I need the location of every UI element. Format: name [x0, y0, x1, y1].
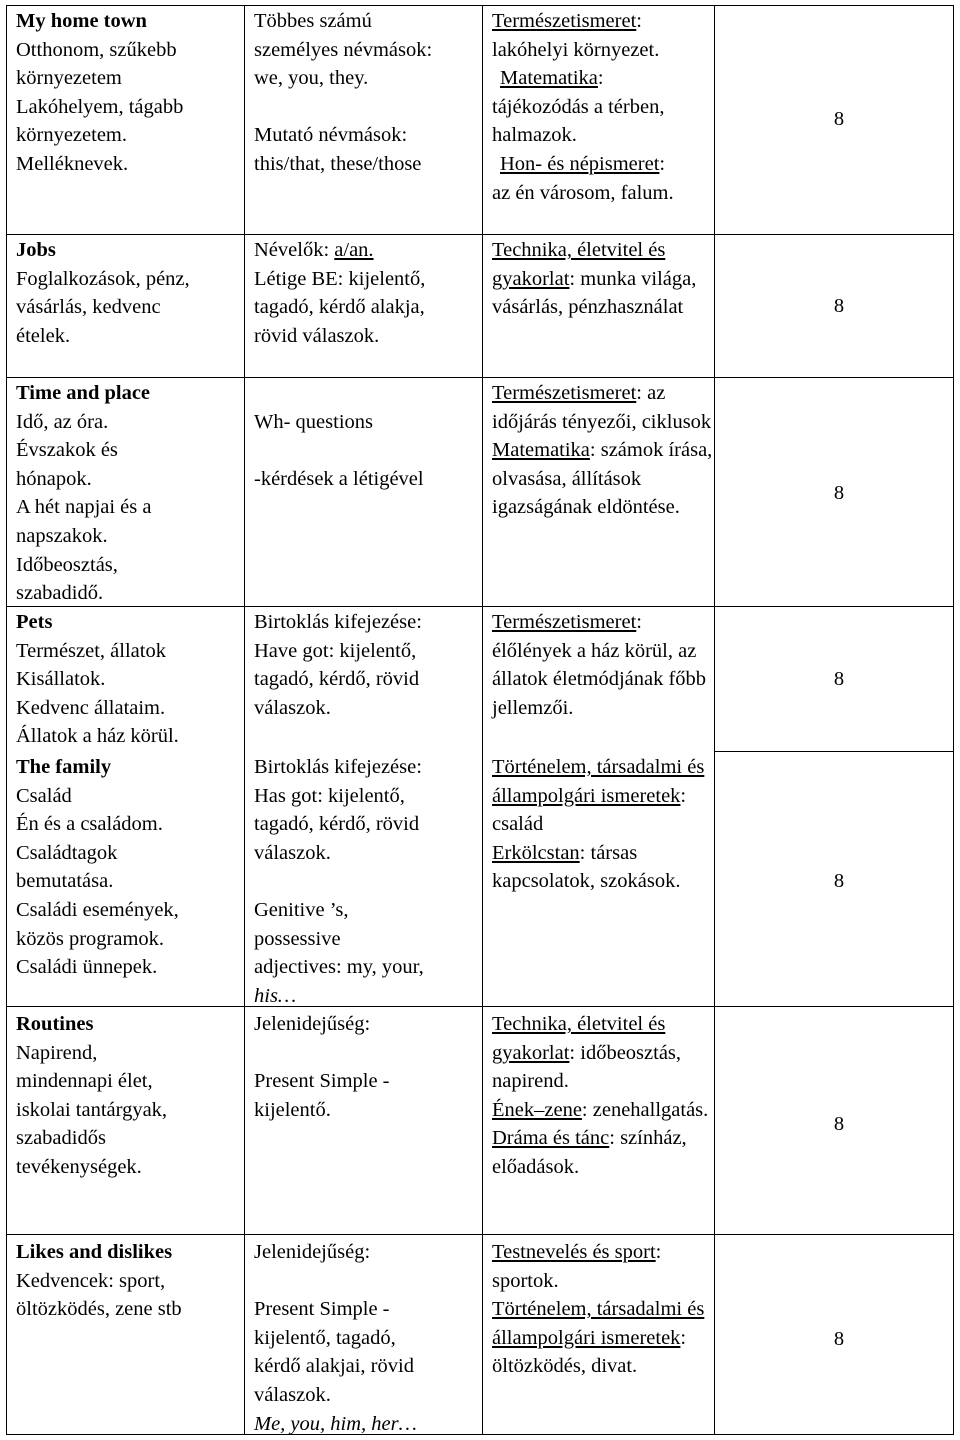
grammar-line: -kérdések a létigével: [254, 468, 424, 491]
topic-line: Idő, az óra.: [16, 410, 109, 433]
topic-title: Time and place: [16, 382, 151, 404]
topic-line: Kedvencek: sport,: [16, 1269, 166, 1292]
column-divider: [482, 5, 483, 1435]
topic-cell: [16, 236, 240, 350]
topic-line: Kedvenc állataim.: [16, 696, 166, 719]
articles-value: a/an.: [334, 239, 374, 261]
link-text: időbeosztás, napirend.: [492, 1041, 682, 1093]
subject-link: Matematika: [500, 67, 598, 90]
subject-link: Történelem, társadalmi és állampolgári ismeretek: [492, 1298, 705, 1349]
topic-line: hónapok.: [16, 467, 92, 490]
link-text: család: [492, 813, 544, 836]
subject-link: Természetismeret: [492, 382, 637, 404]
grammar-line: Jelenidejűség:: [254, 1013, 371, 1035]
grammar-cell: [254, 236, 480, 350]
topic-line: szabadidő.: [16, 582, 104, 605]
hours-cell: 8: [833, 1328, 845, 1350]
topic-line: napszakok.: [16, 524, 108, 547]
table-border-top: [6, 5, 954, 6]
grammar-line: személyes névmások:: [254, 38, 433, 61]
topic-line: szabadidős: [16, 1127, 106, 1150]
grammar-line: kérdő alakjai, rövid: [254, 1355, 414, 1378]
grammar-line: Present Simple -: [254, 1298, 390, 1321]
topic-line: közös programok.: [16, 927, 165, 950]
subject-link: Természetismeret: [492, 10, 637, 32]
row-divider: [6, 1234, 954, 1235]
link-text: társas kapcsolatok, szokások.: [492, 841, 681, 893]
topic-line: Lakóhelyem, tágabb: [16, 95, 184, 118]
links-cell: Természetismeret: élőlények a ház körül, az állatok életmódjának főbb jellemzői.: [492, 611, 707, 719]
topic-line: iskolai tantárgyak,: [16, 1098, 168, 1121]
link-text: az én városom, falum.: [492, 181, 674, 204]
topic-line: Családtagok: [16, 841, 118, 864]
topic-line: tevékenységek.: [16, 1155, 142, 1178]
hours-cell: 8: [833, 870, 845, 892]
topic-title: Routines: [16, 1013, 94, 1035]
topic-cell: [16, 379, 240, 608]
topic-line: Természet, állatok: [16, 639, 166, 662]
topic-title: Likes and dislikes: [16, 1241, 173, 1263]
grammar-cell: [254, 608, 480, 722]
topic-title: Jobs: [16, 239, 56, 261]
links-cell: Technika, életvitel és gyakorlat: időbeosztás, napirend. Ének–zene: zenehallgatás. Dráma és tánc: színház, előadások.: [492, 1013, 709, 1178]
topic-line: A hét napjai és a: [16, 496, 152, 519]
link-text: öltözködés, divat.: [492, 1355, 638, 1378]
topic-line: környezetem: [16, 67, 122, 90]
grammar-line: tagadó, kérdő alakja,: [254, 296, 425, 319]
topic-line: bemutatása.: [16, 870, 114, 893]
topic-line: öltözködés, zene stb: [16, 1298, 182, 1321]
link-text: számok írása, olvasása, állítások igazságának eldöntése.: [492, 439, 713, 519]
subject-link: Történelem, társadalmi és állampolgári ismeretek: [492, 756, 705, 807]
hours-cell: 8: [833, 1113, 845, 1135]
subject-link: Technika, életvitel és gyakorlat: [492, 1013, 666, 1064]
grammar-line: Have got: kijelentő,: [254, 639, 417, 662]
curriculum-table: [6, 5, 954, 1435]
grammar-line: Többes számú: [254, 10, 372, 32]
table-border-left: [6, 5, 7, 1435]
grammar-line: Birtoklás kifejezése:: [254, 611, 422, 633]
grammar-line: Me, you, him, her…: [254, 1412, 417, 1435]
grammar-line: Jelenidejűség:: [254, 1241, 371, 1263]
links-cell: Testnevelés és sport: sportok. Történelem, társadalmi és állampolgári ismeretek: öltözködés, divat.: [492, 1241, 705, 1378]
topic-cell: [16, 1010, 240, 1182]
link-text: munka világa, vásárlás, pénzhasználat: [492, 267, 697, 319]
topic-line: Kisállatok.: [16, 668, 106, 691]
topic-line: Családi ünnepek.: [16, 956, 158, 979]
grammar-line: his…: [254, 984, 297, 1007]
grammar-line: válaszok.: [254, 1383, 331, 1406]
topic-line: környezetem.: [16, 124, 127, 147]
grammar-line: Létige BE: kijelentő,: [254, 267, 426, 290]
topic-line: Állatok a ház körül.: [16, 725, 179, 748]
topic-title: Pets: [16, 611, 53, 633]
grammar-line: possessive: [254, 927, 341, 950]
links-cell: Technika, életvitel és gyakorlat: munka világa, vásárlás, pénzhasználat: [492, 239, 697, 319]
link-text: élőlények a ház körül, az állatok életmódjának főbb jellemzői.: [492, 639, 707, 719]
grammar-line: this/that, these/those: [254, 152, 422, 175]
topic-title: My home town: [16, 10, 147, 32]
hours-cell: 8: [833, 295, 845, 317]
topic-line: Család: [16, 784, 72, 807]
subject-link: Erkölcstan: [492, 841, 580, 864]
grammar-line: Wh- questions: [254, 411, 373, 433]
grammar-line: Birtoklás kifejezése:: [254, 756, 422, 778]
grammar-line: Genitive ’s,: [254, 898, 349, 921]
topic-line: vásárlás, kedvenc: [16, 296, 161, 319]
topic-cell: [16, 7, 240, 179]
grammar-line: adjectives: my, your,: [254, 956, 424, 979]
grammar-line: we, you, they.: [254, 67, 369, 90]
table-border-right: [953, 5, 954, 1435]
grammar-cell: [254, 753, 480, 1010]
grammar-line: válaszok.: [254, 696, 331, 719]
grammar-cell: [254, 408, 480, 494]
grammar-line: kijelentő.: [254, 1098, 331, 1121]
topic-line: Foglalkozások, pénz,: [16, 267, 190, 290]
topic-line: mindennapi élet,: [16, 1070, 153, 1093]
topic-cell: [16, 1238, 240, 1324]
links-cell: Történelem, társadalmi és állampolgári ismeretek: család Erkölcstan: társas kapcsolatok, szokások.: [492, 756, 705, 893]
subject-link: Hon- és népismeret: [500, 152, 660, 175]
link-text: tájékozódás a térben, halmazok.: [492, 95, 665, 147]
grammar-line: Mutató névmások:: [254, 124, 408, 147]
links-cell: Természetismeret: az időjárás tényezői, ciklusok Matematika: számok írása, olvasása, állítások igazságának eldöntése.: [492, 382, 713, 519]
grammar-line: Has got: kijelentő,: [254, 784, 405, 807]
row-divider: [6, 234, 954, 235]
subject-link: Technika, életvitel és gyakorlat: [492, 239, 666, 290]
row-divider: [6, 1006, 954, 1007]
topic-line: ételek.: [16, 324, 71, 347]
topic-cell: [16, 608, 240, 751]
table-border-bottom: [6, 1434, 954, 1435]
grammar-line: válaszok.: [254, 841, 331, 864]
articles-label: Névelők:: [254, 239, 335, 261]
topic-cell: [16, 753, 240, 982]
topic-line: Családi események,: [16, 898, 179, 921]
link-text: lakóhelyi környezet.: [492, 38, 660, 61]
topic-line: Én és a családom.: [16, 813, 163, 836]
subject-link: Testnevelés és sport: [492, 1241, 656, 1263]
subject-link: Dráma és tánc: [492, 1127, 610, 1150]
hours-cell: 8: [833, 668, 845, 690]
subject-link: Ének–zene: [492, 1098, 582, 1121]
grammar-line: Present Simple -: [254, 1070, 390, 1093]
topic-line: Napirend,: [16, 1041, 98, 1064]
row-divider: [6, 377, 954, 378]
grammar-cell: [254, 1238, 480, 1438]
topic-line: Melléknevek.: [16, 152, 129, 175]
link-text: sportok.: [492, 1269, 559, 1292]
grammar-cell: [254, 7, 480, 179]
hours-cell: 8: [833, 482, 845, 504]
grammar-line: tagadó, kérdő, rövid: [254, 813, 420, 836]
topic-line: Évszakok és: [16, 439, 118, 462]
topic-title: The family: [16, 756, 112, 778]
hours-cell: 8: [833, 108, 845, 130]
subject-link: Matematika: [492, 439, 590, 462]
grammar-line: tagadó, kérdő, rövid: [254, 668, 420, 691]
links-cell: Természetismeret: lakóhelyi környezet. Matematika: tájékozódás a térben, halmazok. Hon- és népismeret: az én városom, falum.: [492, 7, 722, 207]
subject-link: Természetismeret: [492, 611, 637, 633]
grammar-cell: [254, 1010, 480, 1124]
link-text: színház, előadások.: [492, 1127, 687, 1178]
topic-line: Otthonom, szűkebb: [16, 38, 177, 61]
link-text: zenehallgatás.: [592, 1098, 709, 1121]
column-divider: [244, 5, 245, 1435]
topic-line: Időbeosztás,: [16, 553, 118, 576]
grammar-line: kijelentő, tagadó,: [254, 1326, 396, 1349]
link-text: az időjárás tényezői, ciklusok: [492, 382, 712, 433]
row-divider: [714, 751, 954, 752]
grammar-line: rövid válaszok.: [254, 324, 380, 347]
